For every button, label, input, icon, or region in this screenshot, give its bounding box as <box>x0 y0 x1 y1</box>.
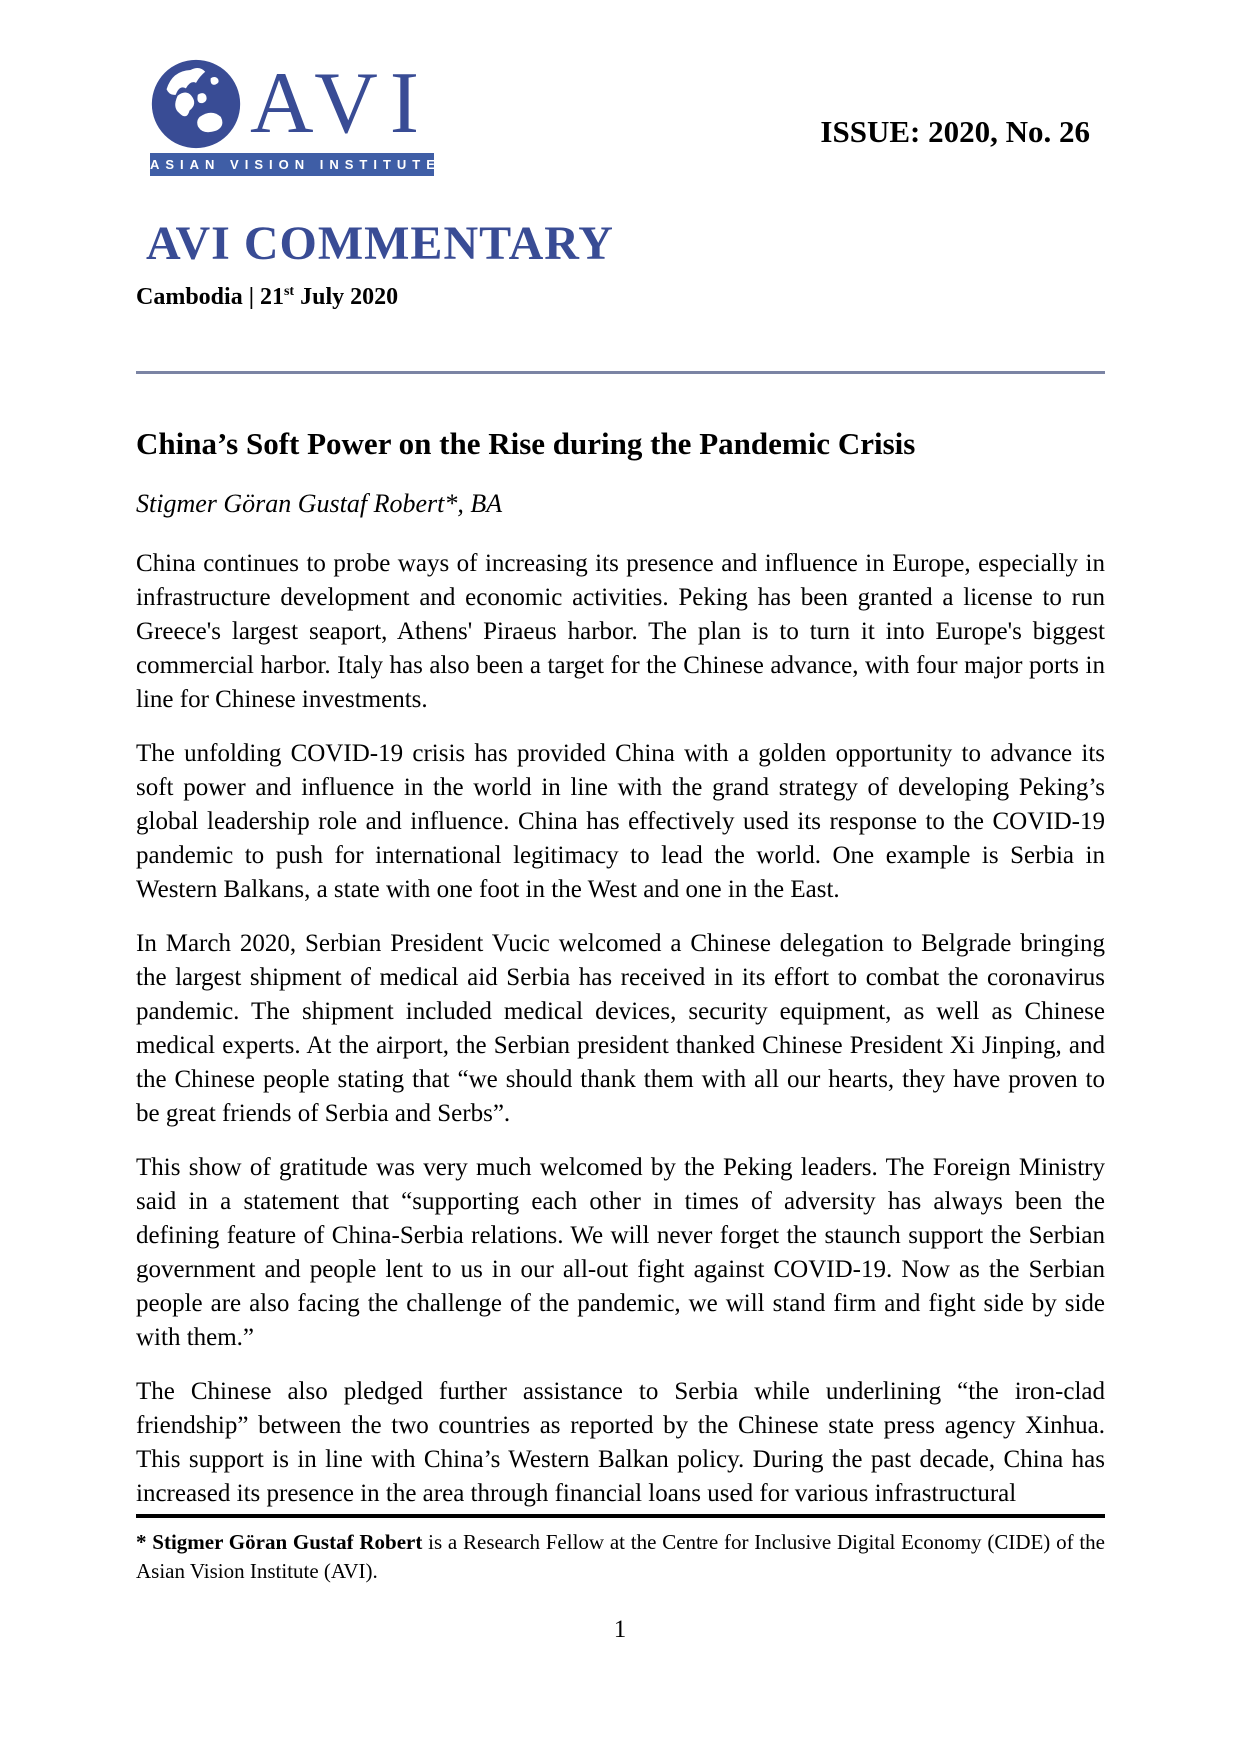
dateline-separator: | <box>242 284 260 310</box>
dateline <box>136 284 398 311</box>
dateline-location: Cambodia <box>136 284 243 310</box>
article-paragraph-3: In March 2020, Serbian President Vucic welcomed a Chinese delegation to Belgrade bringing the largest shipment of medical aid Serbia has received in its effort to combat the coronavirus pandemic. The shipment included medical devices, security equipment, as well as Chinese medical experts. At the airport, the Serbian president thanked Chinese President Xi Jinping, and the Chinese people stating that “we should thank them with all our hearts, they have proven to be great friends of Serbia and Serbs”. <box>136 930 1105 1127</box>
issue-label: ISSUE: 2020, No. 26 <box>820 114 1090 149</box>
dateline-ordinal: st <box>283 284 295 299</box>
logo-acronym: AVI <box>250 55 432 152</box>
dateline-month-year: July 2020 <box>294 284 399 310</box>
header-divider <box>136 371 1105 374</box>
article <box>136 426 1105 1531</box>
logo-banner: ASIAN VISION INSTITUTE <box>150 153 434 176</box>
article-paragraph-1: China continues to probe ways of increasing its presence and influence in Europe, especially in infrastructure development and economic activities. Peking has been granted a license to run Greece's largest seaport, Athens' Piraeus harbor. The plan is to turn it into Europe's biggest commercial harbor. Italy has also been a target for the Chinese advance, with four major ports in line for Chinese investments. <box>136 550 1105 713</box>
logo-row <box>150 55 434 152</box>
article-paragraph-5: The Chinese also pledged further assistance to Serbia while underlining “the iron-clad friendship” between the two countries as reported by the Chinese state press agency Xinhua. This support is in line with China’s Western Balkan policy. During the past decade, China has increased its presence in the area through financial loans used for various infrastructural <box>136 1378 1105 1507</box>
article-paragraph-2: The unfolding COVID-19 crisis has provided China with a golden opportunity to advance its soft power and influence in the world in line with the grand strategy of developing Peking’s global leadership role and influence. China has effectively used its response to the COVID-19 pandemic to push for international legitimacy to lead the world. One example is Serbia in Western Balkans, a state with one foot in the West and one in the East. <box>136 740 1105 903</box>
footnote-text: is a Research Fellow at the Centre for Inclusive Digital Economy (CIDE) of the Asian Vision Institute (AVI). <box>136 1530 1106 1583</box>
footnote-divider <box>136 1514 1105 1518</box>
avi-logo <box>150 55 441 176</box>
dateline-day: 21 <box>259 284 284 310</box>
page-number: 1 <box>613 1616 627 1643</box>
masthead-title: AVI COMMENTARY <box>146 217 614 270</box>
footnote-author-name: * Stigmer Göran Gustaf Robert <box>136 1530 423 1554</box>
article-title: China’s Soft Power on the Rise during the Pandemic Crisis <box>136 426 916 461</box>
article-author: Stigmer Göran Gustaf Robert*, BA <box>136 489 503 518</box>
footnote <box>136 1528 1105 1586</box>
article-paragraph-4: This show of gratitude was very much welcomed by the Peking leaders. The Foreign Ministry said in a statement that “supporting each other in times of adversity has always been the defining feature of China-Serbia relations. We will never forget the staunch support the Serbian government and people lent to us in our all-out fight against COVID-19. Now as the Serbian people are also facing the challenge of the pandemic, we will stand firm and fight side by side with them.” <box>136 1154 1105 1351</box>
globe-icon <box>150 58 242 150</box>
